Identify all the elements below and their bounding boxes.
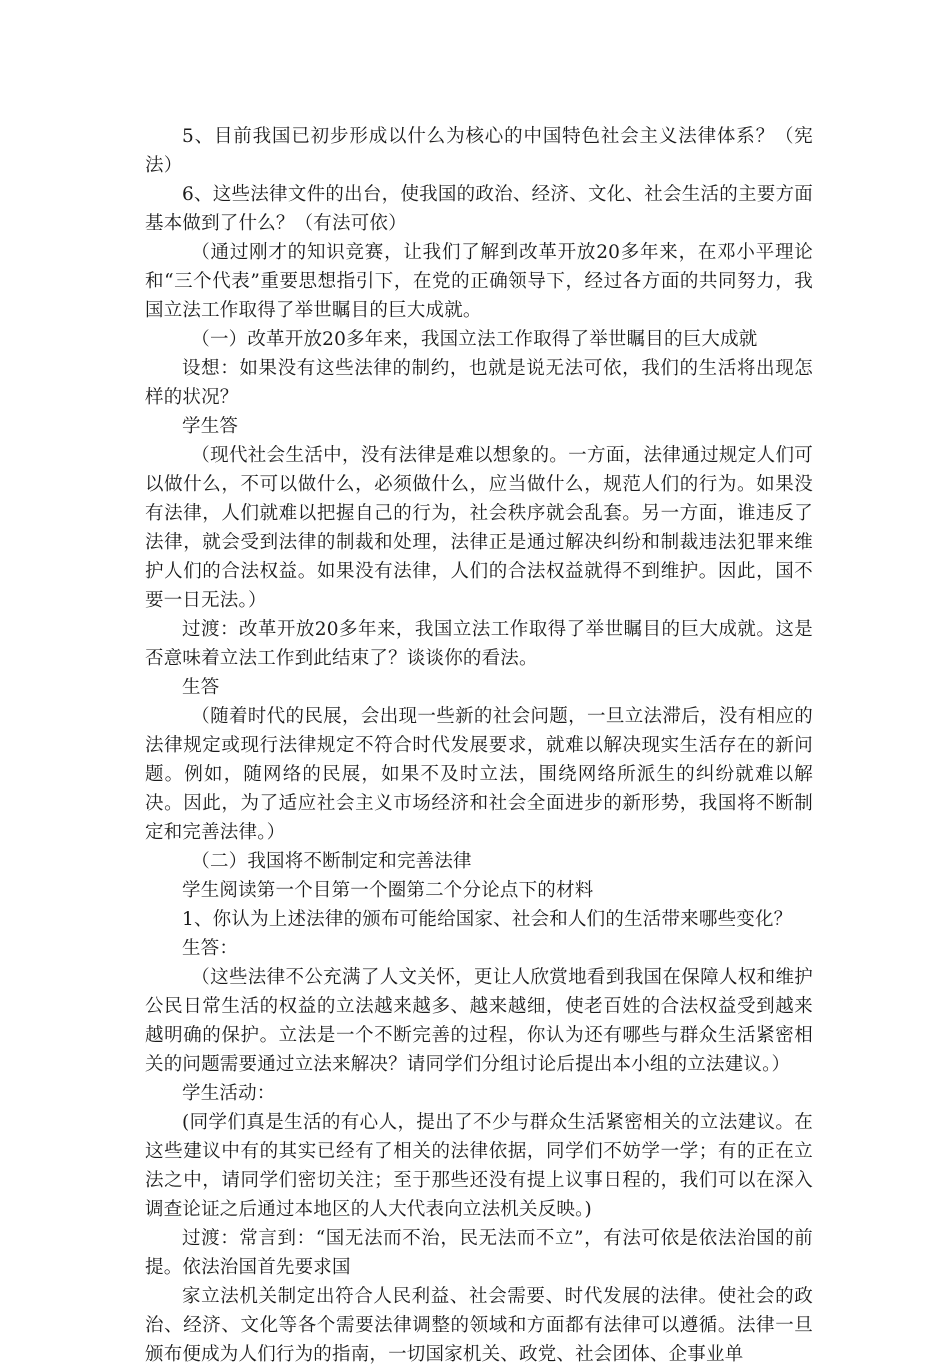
section-heading-1: （一）改革开放20多年来，我国立法工作取得了举世瞩目的巨大成就 [191, 329, 758, 350]
paragraph-student-answer-label: 学生答 [182, 416, 239, 437]
paragraph-summary: （通过刚才的知识竞赛，让我们了解到改革开放20多年来，在邓小平理论和“三个代表”重要思想指引下，在党的正确领导下，经过各方面的共同努力，我国立法工作取得了举世瞩目的巨大成就。 [145, 242, 813, 321]
paragraph-conclusion: 家立法机关制定出符合人民利益、社会需要、时代发展的法律。使社会的政治、经济、文化等各个需要法律调整的领域和方面都有法律可以遵循。法律一旦颁布便成为人们行为的指南，一切国家机关、政党、社会团体、企事业单 [145, 1286, 813, 1365]
paragraph-activity: (同学们真是生活的有心人，提出了不少与群众生活紧密相关的立法建议。在这些建议中有的其实已经有了相关的法律依据，同学们不妨学一学；有的正在立法之中，请同学们密切关注；至于那些还没有提上议事日程的，我们可以在深入调查论证之后通过本地区的人大代表向立法机关反映。) [145, 1112, 813, 1220]
paragraph-student-answer-label-2: 生答 [182, 677, 220, 698]
paragraph-transition-1: 过渡：改革开放20多年来，我国立法工作取得了举世瞩目的巨大成就。这是否意味着立法工作到此结束了？谈谈你的看法。 [145, 619, 813, 669]
paragraph-q5: 5、目前我国已初步形成以什么为核心的中国特色社会主义法律体系？（宪法） [145, 126, 813, 176]
paragraph-hypothesis: 设想：如果没有这些法律的制约，也就是说无法可依，我们的生活将出现怎样的状况？ [145, 358, 813, 408]
paragraph-answer-3: （这些法律不公充满了人文关怀，更让人欣赏地看到我国在保障人权和维护公民日常生活的权益的立法越来越多、越来越细，使老百姓的合法权益受到越来越明确的保护。立法是一个不断完善的过程，你认为还有哪些与群众生活紧密相关的问题需要通过立法来解决？请同学们分组讨论后提出本小组的立法建议。） [145, 967, 813, 1075]
paragraph-answer-1: （现代社会生活中，没有法律是难以想象的。一方面，法律通过规定人们可以做什么，不可以做什么，必须做什么，应当做什么，规范人们的行为。如果没有法律，人们就难以把握自己的行为，社会秩序就会乱套。另一方面，谁违反了法律，就会受到法律的制裁和处理，法律正是通过解决纠纷和制裁违法犯罪来维护人们的合法权益。如果没有法律，人们的合法权益就得不到维护。因此，国不要一日无法。） [145, 445, 813, 611]
paragraph-answer-2: （随着时代的民展，会出现一些新的社会问题，一旦立法滞后，没有相应的法律规定或现行法律规定不符合时代发展要求，就难以解决现实生活存在的新问题。例如，随网络的民展，如果不及时立法，围绕网络所派生的纠纷就难以解决。因此，为了适应社会主义市场经济和社会全面进步的新形势，我国将不断制定和完善法律。） [145, 706, 813, 843]
paragraph-student-answer-label-3: 生答： [182, 938, 239, 959]
paragraph-transition-2: 过渡：常言到：“国无法而不治，民无法而不立”，有法可依是依法治国的前提。依法治国首先要求国 [145, 1228, 813, 1278]
paragraph-q6: 6、这些法律文件的出台，使我国的政治、经济、文化、社会生活的主要方面基本做到了什么？（有法可依） [145, 184, 813, 234]
paragraph-reading: 学生阅读第一个目第一个圈第二个分论点下的材料 [182, 880, 594, 901]
paragraph-activity-label: 学生活动： [182, 1083, 276, 1104]
section-heading-2: （二）我国将不断制定和完善法律 [191, 851, 472, 872]
document-body [145, 122, 813, 1369]
paragraph-question-1: 1、你认为上述法律的颁布可能给国家、社会和人们的生活带来哪些变化？ [182, 909, 793, 930]
